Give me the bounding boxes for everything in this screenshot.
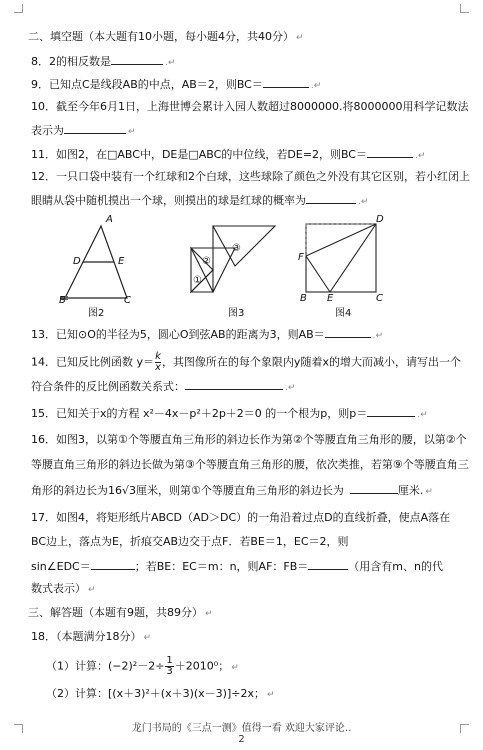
question-18-part2: （2）计算：[(x＋3)²＋(x＋3)(x－3)]÷2x； ↵ <box>46 687 275 700</box>
fig3-label-3: ③ <box>232 243 241 254</box>
q14-fraction-denominator: x <box>155 362 161 373</box>
question-14-line2: 符合条件的反比例函数关系式： .↵ <box>31 380 296 393</box>
question-17-line2: BC边上，落点为E，折痕交AB边交于点F．若BE＝1，EC＝2，则 <box>31 535 349 548</box>
figure-3-triangles <box>185 222 277 302</box>
figure-3-caption: 图3 <box>228 308 245 319</box>
question-10-line1: 10．截至今年6月1日，上海世博会累计入园人数超过8000000.将8000000用科学记数法 <box>31 100 469 113</box>
question-8: 8．2的相反数是 .↵ <box>31 55 176 68</box>
section3-header: 三、解答题（本题有9题，共89分） ↵ <box>28 606 213 619</box>
fig4-label-B: B <box>300 293 307 304</box>
fig3-label-2: ② <box>202 256 211 267</box>
question-16-line1: 16．如图3，以第①个等腰直角三角形的斜边长作为第②个等腰直角三角形的腰，以第②个 <box>31 433 467 446</box>
q14-fraction-numerator: k <box>155 351 161 362</box>
fig4-label-D: D <box>376 214 384 225</box>
fig3-label-1: ① <box>193 275 202 286</box>
question-18: 18．（本题满分18分） ↵ <box>31 630 152 643</box>
question-16-line2: 等腰直角三角形的斜边长做为第③个等腰直角三角形的腰，依次类推，若第⑨个等腰直角三 <box>31 458 469 471</box>
question-16-line3: 角形的斜边长为16√3厘米，则第①个等腰直角三角形的斜边长为 厘米. ↵ <box>31 484 433 497</box>
fig2-label-E: E <box>118 256 125 267</box>
fig2-label-D: D <box>73 256 81 267</box>
question-12-line1: 12．一只口袋中装有一个红球和2个白球，这些球除了颜色之外没有其它区别，若小红闭上 <box>31 170 470 183</box>
q18-fraction-denominator: 3 <box>166 666 173 677</box>
section2-header: 二、填空题（本大题有10小题，每小题4分，共40分） ↵ <box>28 30 304 43</box>
fig2-label-C: C <box>124 295 131 306</box>
question-17-line1: 17．如图4，将矩形纸片ABCD（AD＞DC）的一角沿着过点D的直线折叠，使点A落在 <box>31 511 451 524</box>
question-11: 11．如图2，在□ABC中，DE是□ABC的中位线，若DE=2，则BC＝ .↵ <box>31 148 426 161</box>
fig2-label-B: B <box>59 295 66 306</box>
page-footer: 龙门书局的《三点一测》值得一看 欢迎大家评论.. <box>131 723 352 734</box>
figure-4-folded-rectangle <box>298 216 388 296</box>
question-9: 9．已知点C是线段AB的中点，AB＝2，则BC＝ .↵ <box>31 78 322 91</box>
fig4-label-F: F <box>298 252 304 263</box>
question-13: 13．已知⊙O的半径为5，圆心O到弦AB的距离为3，则AB＝ .↵ <box>31 328 384 341</box>
page-number: 2 <box>238 734 245 745</box>
question-18-part1: （1）计算：(−2)²－2÷ $\frac{1}{3}$ ＋2010⁰； ↵ <box>46 655 239 677</box>
figure-4-caption: 图4 <box>335 308 352 319</box>
question-17-line4: 数式表示） ↵ <box>31 582 96 595</box>
fig2-label-A: A <box>106 214 113 225</box>
question-17-line3: sin∠EDC＝ ；若BE：EC＝m：n，则AF：FB＝ （用含有m、n的代 <box>31 560 443 573</box>
figure-2-caption: 图2 <box>88 308 105 319</box>
q18-fraction-numerator: 1 <box>166 655 173 666</box>
crop-mark-top-right <box>460 4 469 13</box>
fig4-label-C: C <box>376 293 383 304</box>
crop-mark-top-left <box>14 4 23 13</box>
question-12-line2: 眼睛从袋中随机摸出一个球，则摸出的球是红球的概率为 .↵ <box>31 194 369 207</box>
fig4-label-E: E <box>327 293 334 304</box>
question-15: 15．已知关于x的方程 x²－4x－p²＋2p＋2＝0 的一个根为p，则p＝ .↵ <box>31 407 428 420</box>
question-14-line1: 14．已知反比例函数 y＝ $\frac{k}{x}$ ，其图像所在的每个象限内y随着x的增大而减小，请写出一个 <box>31 351 461 373</box>
question-10-line2: 表示为 ↵ <box>31 124 136 137</box>
